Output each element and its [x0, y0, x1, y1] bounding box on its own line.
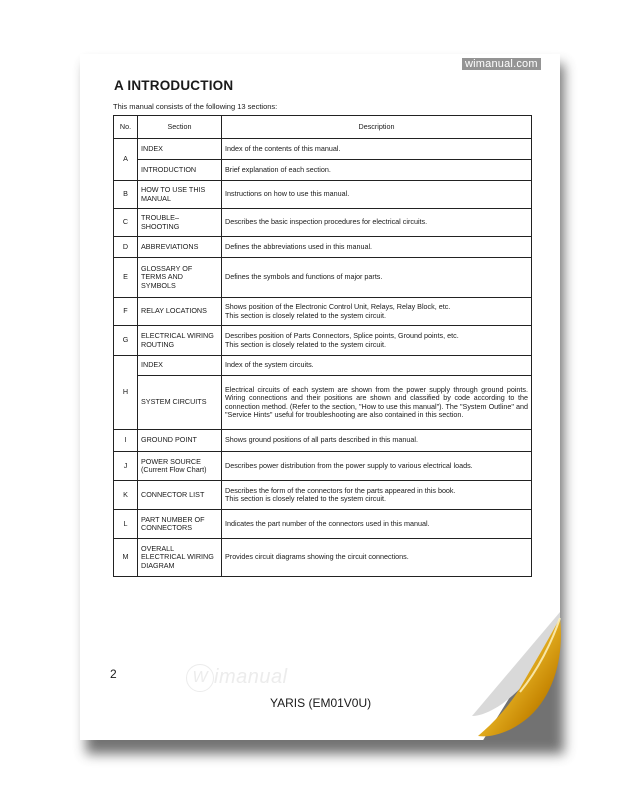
intro-text: This manual consists of the following 13 sections: [113, 102, 278, 111]
row-section: PART NUMBER OF CONNECTORS [138, 510, 222, 539]
row-description: Indicates the part number of the connectors used in this manual. [222, 510, 532, 539]
row-no: D [114, 237, 138, 258]
description-line: This section is closely related to the system circuit. [225, 339, 386, 349]
row-no: J [114, 452, 138, 481]
row-no: B [114, 181, 138, 209]
description-line: Describes the form of the connectors for the parts appeared in this book. [225, 485, 456, 495]
row-section: OVERALL ELECTRICAL WIRING DIAGRAM [138, 539, 222, 577]
header-no: No. [114, 116, 138, 139]
row-section: INDEX [138, 356, 222, 376]
section-line: (Current Flow Chart) [141, 465, 207, 474]
row-description: Shows ground positions of all parts described in this manual. [222, 430, 532, 452]
table-row [114, 356, 532, 376]
table-row [114, 510, 532, 539]
row-section [138, 452, 222, 481]
section-line: POWER SOURCE [141, 456, 201, 466]
row-section: SYSTEM CIRCUITS [138, 376, 222, 430]
row-description: Index of the system circuits. [222, 356, 532, 376]
row-description [222, 326, 532, 356]
page-number: 2 [110, 667, 117, 681]
description-line: Describes position of Parts Connectors, Splice points, Ground points, etc. [225, 331, 459, 341]
row-section: CONNECTOR LIST [138, 481, 222, 510]
table-row [114, 539, 532, 577]
table-row [114, 298, 532, 326]
header-description: Description [222, 116, 532, 139]
row-description: Defines the abbreviations used in this manual. [222, 237, 532, 258]
row-description: Defines the symbols and functions of major parts. [222, 258, 532, 298]
page-curl [472, 612, 568, 740]
row-description: Electrical circuits of each system are shown from the power supply through ground points. Wiring connections and their positions are shown and classified by code according to the connection method. (Refer to the section, "How to use this manual"). The "System Outline" and "Service Hints" useful for troubleshooting are also contained in this section. [222, 376, 532, 430]
row-no: K [114, 481, 138, 510]
table-row [114, 481, 532, 510]
row-section: ABBREVIATIONS [138, 237, 222, 258]
row-section: INTRODUCTION [138, 160, 222, 181]
sections-table [113, 115, 532, 577]
description-line: This section is closely related to the system circuit. [225, 310, 386, 320]
watermark-url: wimanual.com [462, 58, 541, 70]
row-description: Index of the contents of this manual. [222, 139, 532, 160]
table-row [114, 181, 532, 209]
row-section: GROUND POINT [138, 430, 222, 452]
table-header-row [114, 116, 532, 139]
row-description: Brief explanation of each section. [222, 160, 532, 181]
description-line: This section is closely related to the system circuit. [225, 494, 386, 503]
table-row [114, 326, 532, 356]
row-description: Describes the basic inspection procedures for electrical circuits. [222, 209, 532, 237]
row-no: C [114, 209, 138, 237]
table-row [114, 139, 532, 160]
row-no: G [114, 326, 138, 356]
description-line: Shows position of the Electronic Control Unit, Relays, Relay Block, etc. [225, 302, 451, 312]
row-no: H [114, 356, 138, 430]
row-description [222, 481, 532, 510]
table-row [114, 258, 532, 298]
row-description: Describes power distribution from the power supply to various electrical loads. [222, 452, 532, 481]
table-row [114, 452, 532, 481]
row-section: HOW TO USE THIS MANUAL [138, 181, 222, 209]
row-no: I [114, 430, 138, 452]
table-row [114, 430, 532, 452]
row-no: M [114, 539, 138, 577]
row-no: L [114, 510, 138, 539]
page-title: A INTRODUCTION [114, 78, 234, 93]
row-no: E [114, 258, 138, 298]
row-section: GLOSSARY OF TERMS AND SYMBOLS [138, 258, 222, 298]
row-description [222, 298, 532, 326]
row-no: A [114, 139, 138, 181]
model-code: YARIS (EM01V0U) [270, 696, 372, 710]
row-section: RELAY LOCATIONS [138, 298, 222, 326]
watermark-logo-text: imanual [214, 666, 288, 688]
watermark-logo-icon: W [186, 664, 214, 692]
table-row [114, 209, 532, 237]
row-description: Provides circuit diagrams showing the circuit connections. [222, 539, 532, 577]
table-row [114, 376, 532, 430]
header-section: Section [138, 116, 222, 139]
table-row [114, 237, 532, 258]
row-no: F [114, 298, 138, 326]
row-section: ELECTRICAL WIRING ROUTING [138, 326, 222, 356]
row-description: Instructions on how to use this manual. [222, 181, 532, 209]
table-row [114, 160, 532, 181]
row-section: INDEX [138, 139, 222, 160]
row-section: TROUBLE– SHOOTING [138, 209, 222, 237]
